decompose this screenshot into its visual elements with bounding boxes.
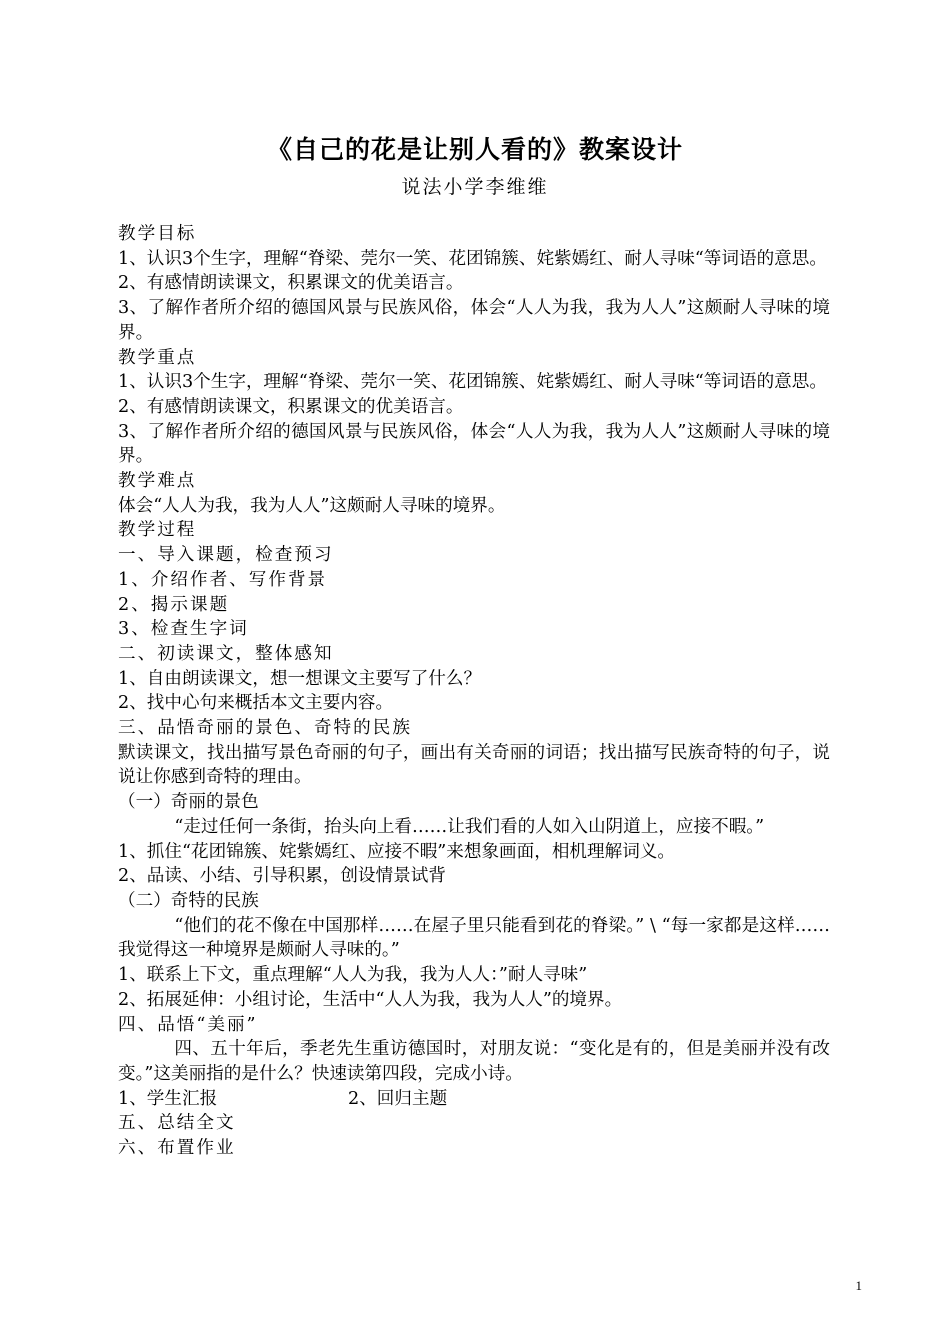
paragraph: 1、认识3个生字，理解“脊梁、莞尔一笑、花团锦簇、姹紫嫣红、耐人寻味“等词语的意思。 bbox=[118, 372, 827, 393]
list-item: 1、自由朗读课文，想一想课文主要写了什么？ bbox=[118, 668, 482, 689]
step-heading: 二、初读课文，整体感知 bbox=[118, 643, 334, 664]
paragraph: 默读课文，找出描写景色奇丽的句子，画出有关奇丽的词语；找出描写民族奇特的句子，说说让你感到奇特的理由。 bbox=[118, 742, 830, 788]
step-heading: 四、品悟“美丽” bbox=[118, 1014, 258, 1035]
step-heading: 一、导入课题，检查预习 bbox=[118, 545, 334, 566]
list-item: 2、找中心句来概括本文主要内容。 bbox=[118, 693, 394, 714]
paragraph: 2、有感情朗读课文，积累课文的优美语言。 bbox=[118, 396, 464, 417]
section-heading: 教学过程 bbox=[118, 520, 197, 541]
list-item: 2、揭示课题 bbox=[118, 594, 230, 615]
list-item: 2、品读、小结、引导积累，创设情景试背 bbox=[118, 866, 446, 887]
step-heading: 五、总结全文 bbox=[118, 1113, 236, 1134]
list-item: 1、抓住“花团锦簇、姹紫嫣红、应接不暇”来想象画面，相机理解词义。 bbox=[118, 841, 675, 862]
page-number: 1 bbox=[855, 1278, 862, 1293]
paragraph: 3、了解作者所介绍的德国风景与民族风俗，体会“人人为我，我为人人”这颇耐人寻味的境界。 bbox=[118, 298, 830, 343]
list-item: 1、介绍作者、写作背景 bbox=[118, 569, 328, 590]
document-author: 说法小学李维维 bbox=[401, 176, 549, 198]
quote-paragraph: “他们的花不像在中国那样……在屋子里只能看到花的脊梁。” \ “每一家都是这样……我觉得这一种境界是颇耐人寻味的。” bbox=[118, 915, 830, 961]
list-item: 1、学生汇报 bbox=[118, 1088, 218, 1109]
section-heading: 教学重点 bbox=[118, 347, 197, 368]
list-item: 2、拓展延伸：小组讨论，生活中“人人为我，我为人人”的境界。 bbox=[118, 989, 623, 1010]
paragraph: 四、五十年后，季老先生重访德国时，对朋友说：“变化是有的，但是美丽并没有改变。”这美丽指的是什么？快速读第四段，完成小诗。 bbox=[118, 1039, 830, 1084]
step-heading: 三、品悟奇丽的景色、奇特的民族 bbox=[118, 718, 412, 739]
section-heading: 教学难点 bbox=[118, 471, 197, 492]
list-item: 1、联系上下文，重点理解“人人为我，我为人人：”耐人寻味” bbox=[118, 965, 588, 986]
list-item: 2、回归主题 bbox=[348, 1088, 448, 1109]
section-heading: 教学目标 bbox=[118, 224, 197, 244]
document-title: 《自己的花是让别人看的》教案设计 bbox=[266, 135, 683, 164]
quote-paragraph: “走过任何一条街，抬头向上看……让我们看的人如入山阴道上，应接不暇。” bbox=[174, 816, 765, 837]
paragraph: 3、了解作者所介绍的德国风景与民族风俗，体会“人人为我，我为人人”这颇耐人寻味的境界。 bbox=[118, 421, 830, 467]
paragraph: 1、认识3个生字，理解“脊梁、莞尔一笑、花团锦簇、姹紫嫣红、耐人寻味“等词语的意思。 bbox=[118, 248, 827, 269]
document-body bbox=[118, 222, 830, 1161]
sub-heading: （二）奇特的民族 bbox=[118, 890, 259, 911]
sub-heading: （一）奇丽的景色 bbox=[118, 792, 259, 813]
step-heading: 六、布置作业 bbox=[118, 1138, 236, 1159]
list-row bbox=[118, 1087, 830, 1112]
paragraph: 2、有感情朗读课文，积累课文的优美语言。 bbox=[118, 273, 464, 294]
paragraph: 体会“人人为我，我为人人”这颇耐人寻味的境界。 bbox=[118, 495, 506, 516]
list-item: 3、检查生字词 bbox=[118, 619, 249, 640]
